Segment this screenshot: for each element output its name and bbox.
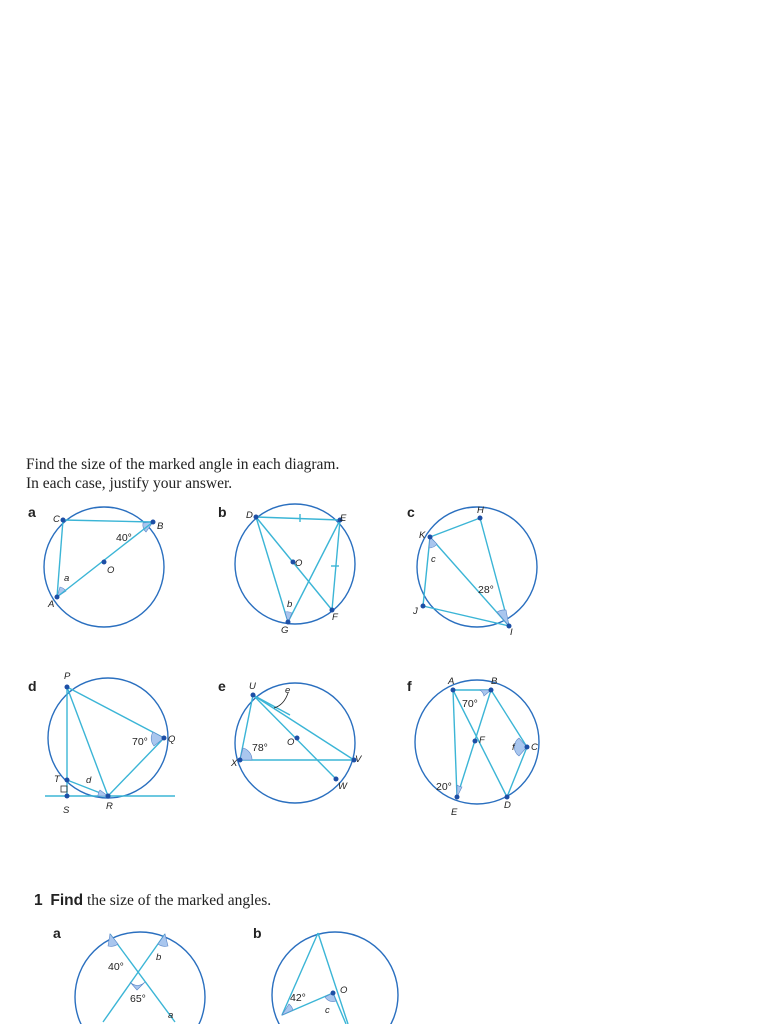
point-O: O [340,985,348,996]
diagram-e [230,675,370,820]
diagram-e-label: e [218,678,226,694]
angle-70: 70° [462,698,478,710]
exercise-diagram-b [270,925,405,1024]
exercise-text: the size of the marked angles. [86,892,272,909]
angle-42: 42° [290,992,306,1004]
diagram-d [40,670,180,820]
point-T: T [54,774,60,785]
point-G: G [281,625,289,636]
point-C: C [53,514,60,525]
diagram-a-label: a [28,504,36,520]
point-U: U [249,681,256,692]
angle-40: 40° [116,532,132,544]
instruction-line-2: In each case, justify your answer. [26,475,233,492]
angle-78: 78° [252,742,268,754]
point-A: A [448,676,455,687]
diagram-a [40,505,170,635]
unknown-a: a [168,1010,174,1021]
angle-65: 65° [130,993,146,1005]
angle-40: 40° [108,961,124,973]
exercise-diagram-a [70,922,210,1024]
unknown-e: e [285,685,291,696]
diagram-c-label: c [407,504,415,520]
point-K: K [419,530,426,541]
exercise-part-a-label: a [53,925,61,941]
diagram-d-label: d [28,678,37,694]
diagram-f-label: f [407,678,412,694]
point-E: E [340,513,347,524]
diagram-b-label: b [218,504,227,520]
instructions [26,455,339,493]
diagram-c [405,502,550,637]
angle-20: 20° [436,781,452,793]
point-P: P [64,671,71,682]
point-B: B [157,521,164,532]
exercise-heading [34,892,271,910]
diagram-f [405,672,550,820]
point-X: X [231,758,238,769]
unknown-b: b [287,599,293,610]
point-R: R [106,801,113,812]
point-F: F [479,735,485,746]
point-A: A [48,599,55,610]
unknown-b: b [156,952,162,963]
unknown-c: c [431,554,436,565]
unknown-a: a [64,573,70,584]
instruction-line-1: Find the size of the marked angle in each diagram. [26,456,340,473]
point-I: I [510,627,513,638]
exercise-number: 1 [34,892,43,909]
point-E: E [451,807,458,818]
unknown-f: f [512,742,515,753]
point-V: V [355,754,362,765]
point-J: J [413,606,418,617]
point-S: S [63,805,70,816]
point-F: F [332,612,338,623]
angle-28: 28° [478,584,494,596]
point-Q: Q [168,734,176,745]
exercise-verb: Find [50,892,84,909]
point-W: W [338,781,347,792]
point-O: O [295,558,303,569]
point-H: H [477,505,484,516]
exercise-part-b-label: b [253,925,262,941]
point-D: D [246,510,253,521]
point-D: D [504,800,511,811]
angle-70: 70° [132,736,148,748]
point-O: O [107,565,115,576]
unknown-d: d [86,775,92,786]
diagram-b [230,502,370,637]
point-B: B [491,676,498,687]
point-O: O [287,737,295,748]
point-C: C [531,742,538,753]
unknown-c: c [325,1005,330,1016]
